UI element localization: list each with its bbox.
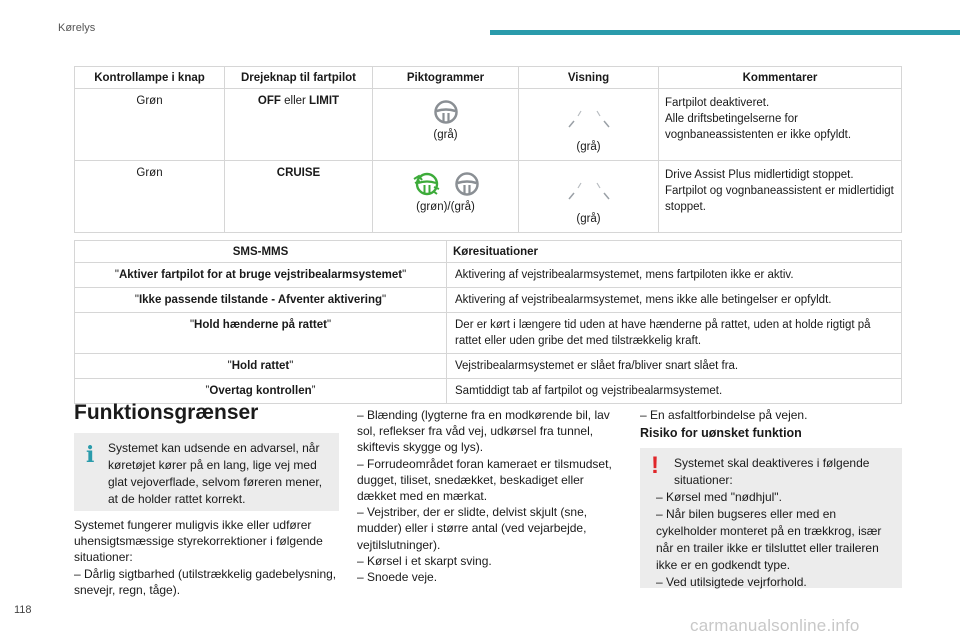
comment-cell: Drive Assist Plus midlertidigt stoppet. Fartpilot og vognbaneassistent er midlertidigt stoppet. <box>659 161 902 233</box>
quote-close: " <box>326 319 332 331</box>
table-row <box>75 263 902 288</box>
column-header: Køresituationer <box>447 241 902 263</box>
sms-message: Ikke passende tilstande - Afventer aktivering <box>138 294 383 306</box>
sms-cell <box>75 263 447 288</box>
column-header: Kontrollampe i knap <box>75 67 225 89</box>
lane-lines-icon <box>559 105 619 131</box>
table-row <box>75 89 902 161</box>
sms-message: Hold hænderne på rattet <box>194 319 327 331</box>
lamp-cell: Grøn <box>75 161 225 233</box>
knob-cruise-label: CRUISE <box>276 167 321 179</box>
table-row <box>75 161 902 233</box>
column-1 <box>74 517 339 598</box>
table-row <box>75 354 902 379</box>
page-number: 118 <box>14 604 32 616</box>
column-header: SMS-MMS <box>75 241 447 263</box>
list-item: – Kørsel med "nødhjul". <box>656 490 782 504</box>
column-2 <box>357 407 622 585</box>
hands-on-wheel-icon <box>412 171 442 197</box>
situation-cell: Aktivering af vejstribealarmsystemet, mens ikke alle betingelser er opfyldt. <box>447 288 902 313</box>
watermark: carmanualsonline.info <box>690 616 860 635</box>
list-item: – Når bilen bugseres eller med en cykelholder monteret på en trækkrog, især når en trailer ikke er tilsluttet eller traileren ikke er en godkendt type. <box>656 507 882 572</box>
sms-cell <box>75 313 447 354</box>
comment-cell: Fartpilot deaktiveret. Alle driftsbetingelserne for vognbaneassistenten er ikke opfyldt. <box>659 89 902 161</box>
knob-cell <box>225 161 373 233</box>
situation-cell: Vejstribealarmsystemet er slået fra/bliver snart slået fra. <box>447 354 902 379</box>
column-header: Piktogrammer <box>373 67 519 89</box>
steering-wheel-icon <box>433 99 459 125</box>
quote-open: " <box>189 319 195 331</box>
table-header-row <box>75 241 902 263</box>
situation-cell: Der er kørt i længere tid uden at have hænderne på rattet, uden at holde rigtigt på rattet eller uden gribe det med tilstrækkelig kraft. <box>447 313 902 354</box>
column-header: Drejeknap til fartpilot <box>225 67 373 89</box>
section-heading: Funktionsgrænser <box>74 401 259 424</box>
lamp-cell: Grøn <box>75 89 225 161</box>
info-box-text: køretøjet kører på en lang, lige vej med glat vejoverflade, selvom føreren mener, at de holder rattet korrekt. <box>108 458 323 506</box>
quote-open: " <box>227 360 232 372</box>
risk-heading: Risiko for uønsket funktion <box>640 426 802 440</box>
knob-connector: eller <box>280 95 310 107</box>
list-item: – Vejstriber, der er slidte, delvist skjult (sne, mudder) eller i større antal (ved vejarbejde, vejtilslutninger). <box>357 505 588 552</box>
situation-cell: Aktivering af vejstribealarmsystemet, mens fartpiloten ikke er aktiv. <box>447 263 902 288</box>
list-item: – Kørsel i et skarpt sving. <box>357 553 492 568</box>
sms-cell <box>75 379 447 404</box>
table-row <box>75 313 902 354</box>
visning-cell <box>519 89 659 161</box>
knob-cell <box>225 89 373 161</box>
info-icon: i <box>86 442 95 468</box>
sms-message: Aktiver fartpilot for at bruge vejstribealarmsystemet <box>118 269 403 281</box>
warning-first-line: Systemet skal deaktiveres i følgende <box>674 456 870 470</box>
warning-second-line: situationer: <box>674 473 733 487</box>
pictogram-cell <box>373 161 519 233</box>
situation-cell: Samtiddigt tab af fartpilot og vejstribealarmsystemet. <box>447 379 902 404</box>
quote-close: " <box>402 269 407 281</box>
quote-close: ” <box>311 385 316 397</box>
body-paragraph: Systemet fungerer muligvis ikke eller udfører uhensigtsmæssige styrekorrektioner i følgende situationer: <box>74 518 323 565</box>
pictogram-cell <box>373 89 519 161</box>
table-row <box>75 288 902 313</box>
visning-color-label: (grå) <box>576 141 601 153</box>
pilot-status-table <box>74 66 902 233</box>
quote-open: " <box>134 294 139 306</box>
quote-close: " <box>382 294 387 306</box>
table-row <box>75 379 902 404</box>
list-item: – En asfaltforbindelse på vejen. <box>640 408 808 422</box>
sms-cell <box>75 354 447 379</box>
info-box-first-line: Systemet kan udsende en advarsel, når <box>108 441 320 455</box>
lane-lines-icon <box>559 177 619 203</box>
sms-message: Hold rattet <box>231 360 290 372</box>
list-item: – Snoede veje. <box>357 570 438 585</box>
column-header: Visning <box>519 67 659 89</box>
exclamation-icon: ! <box>651 452 659 479</box>
header-title: Kørelys <box>58 22 96 34</box>
knob-limit-label: LIMIT <box>309 95 340 107</box>
warning-box <box>640 448 902 588</box>
pictogram-color-label: (grå) <box>433 129 458 141</box>
column-header: Kommentarer <box>659 67 902 89</box>
info-box <box>74 433 339 511</box>
sms-cell <box>75 288 447 313</box>
list-item: – Forrudeområdet foran kameraet er tilsmudset, dugget, tiliset, snedækket, beskadiget eller dækket med en mærkat. <box>357 456 612 504</box>
quote-close: " <box>289 360 294 372</box>
header-accent-bar <box>490 30 960 35</box>
quote-open: ” <box>205 385 210 397</box>
list-item: – Blænding (lygterne fra en modkørende bil, lav sol, reflekser fra våd vej, udkørsel fra tunnel, skiftevis skygge og lys). <box>357 408 610 455</box>
column-3 <box>640 407 902 423</box>
sms-message: Overtag kontrollen <box>209 385 312 397</box>
sms-messages-table <box>74 240 902 404</box>
visning-cell <box>519 161 659 233</box>
list-item: – Ved utilsigtede vejrforhold. <box>656 575 807 589</box>
quote-open: " <box>114 269 119 281</box>
list-item: – Dårlig sigtbarhed (utilstrækkelig gadebelysning, snevejr, regn, tåge). <box>74 566 337 597</box>
visning-color-label: (grå) <box>576 213 601 225</box>
pictogram-color-label: (grøn)/(grå) <box>416 201 475 213</box>
steering-wheel-icon <box>454 171 480 197</box>
knob-off-label: OFF <box>257 95 281 107</box>
table-header-row <box>75 67 902 89</box>
